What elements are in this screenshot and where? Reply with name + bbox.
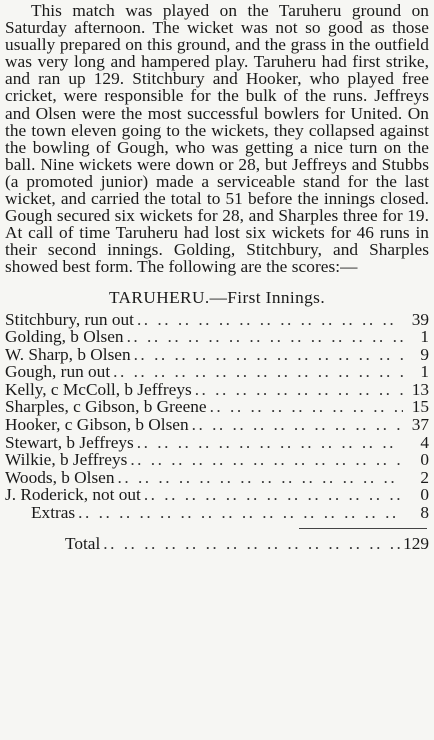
dot-leader <box>141 486 403 504</box>
batsman-entry: W. Sharp, b Olsen <box>5 344 131 364</box>
batsman-runs: 13 <box>411 379 429 399</box>
dot-leader <box>131 346 403 364</box>
total-label: Total <box>65 533 101 553</box>
batsman-entry: Stewart, b Jeffreys <box>5 432 134 452</box>
batsman-entry: J. Roderick, not out <box>5 485 141 505</box>
match-report-paragraph: This match was played on the Taruheru ground on Saturday afternoon. The wicket was not so good as those usually prepared on this ground, and the grass in the outfield was very long and hampered play. Taruheru had first strike, and ran up 129. Stitchbury and Hooker, who played free cricket, were responsible for the bulk of the runs. Jeffreys and Olsen were the most successful bowlers for United. On the town eleven going to the wickets, they collapsed against the bowling of Gough, who was getting a nice turn on the ball. Nine wickets were down or 28, but Jeffreys and Stubbs (a promoted junior) made a serviceable stand for the last wicket, and carried the total to 51 before the innings closed. Gough secured six wickets for 28, and Sharples three for 19. At call of time Taruheru had lost six wickets for 46 runs in their second innings. Golding, Stitchbury, and Sharples showed best form. The following are the scores:— <box>5 1 429 277</box>
table-row <box>5 416 429 434</box>
extras-row <box>5 504 429 522</box>
extras-runs: 8 <box>420 503 429 523</box>
innings-heading: TARUHERU.—First Innings. <box>108 287 326 307</box>
batsman-runs: 39 <box>411 309 429 329</box>
batsman-entry: Sharples, c Gibson, b Greene <box>5 397 207 417</box>
batsman-runs: 15 <box>411 397 429 417</box>
batsman-entry: Stitchbury, run out <box>5 309 134 329</box>
table-row <box>5 311 429 329</box>
batsman-runs: 0 <box>420 485 429 505</box>
batsman-entry: Gough, run out <box>5 362 111 382</box>
batsman-runs: 0 <box>420 450 429 470</box>
dot-leader <box>127 451 403 469</box>
dot-leader <box>124 328 403 346</box>
table-row <box>5 363 429 381</box>
batsman-runs: 37 <box>411 415 429 435</box>
total-row <box>5 535 429 553</box>
batting-scorecard <box>5 311 429 553</box>
table-row <box>5 328 429 346</box>
batsman-runs: 9 <box>420 344 429 364</box>
total-divider <box>299 528 427 529</box>
batsman-runs: 4 <box>420 432 429 452</box>
dot-leader <box>189 416 403 434</box>
dot-leader <box>110 363 403 381</box>
dot-leader <box>115 469 404 487</box>
table-row <box>5 486 429 504</box>
table-row <box>5 346 429 364</box>
batsman-runs: 1 <box>420 362 429 382</box>
dot-leader <box>75 504 403 522</box>
dot-leader <box>134 434 403 452</box>
dot-leader <box>134 311 403 329</box>
batsman-entry: Golding, b Olsen <box>5 327 124 347</box>
dot-leader <box>207 398 403 416</box>
table-row <box>5 381 429 399</box>
total-runs: 129 <box>403 533 429 553</box>
dot-leader <box>192 381 403 399</box>
dot-leader <box>100 535 403 553</box>
batsman-entry: Kelly, c McColl, b Jeffreys <box>5 379 192 399</box>
batsman-entry: Hooker, c Gibson, b Olsen <box>5 415 189 435</box>
table-row <box>5 469 429 487</box>
table-row <box>5 434 429 452</box>
table-row <box>5 451 429 469</box>
batsman-runs: 2 <box>420 467 429 487</box>
table-row <box>5 398 429 416</box>
batsman-runs: 1 <box>420 327 429 347</box>
batsman-entry: Woods, b Olsen <box>5 467 115 487</box>
extras-label: Extras <box>31 503 76 523</box>
batsman-entry: Wilkie, b Jeffreys <box>5 450 128 470</box>
